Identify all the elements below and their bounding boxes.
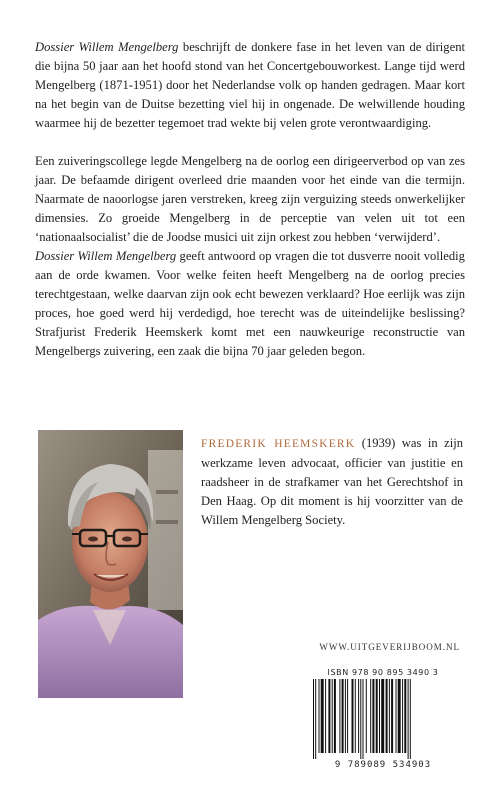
book-title-italic: Dossier Willem Mengelberg [35, 40, 179, 54]
author-portrait-illustration [38, 430, 183, 698]
barcode-bars [305, 679, 461, 759]
blurb-paragraph-2: Een zuiveringscollege legde Mengelberg na de oorlog een dirigeerverbod op van zes jaar. De befaamde dirigent overleed drie maanden voor het einde van die termijn. Naarmate de naoorlogse jaren verstreken, kreeg zijn verguizing steeds onwerkelijker dimensies. Zo groeide Mengelberg in de perceptie van velen uit tot een ‘nationaalsocialist’ die de Joodse musici uit zijn orkest zou hebben ‘verwijderd’. [35, 154, 465, 244]
author-name: FREDERIK HEEMSKERK [201, 438, 356, 450]
blurb-text [35, 38, 465, 361]
author-bio-text: (1939) was in zijn werkzame leven advocaat, officier van justitie en raadsheer in de strafkamer van het Gerechtshof in Den Haag. Op dit moment is hij voorzitter van de Willem Mengelberg Society. [201, 436, 463, 527]
blurb-paragraph-1: Dossier Willem Mengelberg beschrijft de donkere fase in het leven van de dirigent die bijna 50 jaar aan het hoofd stond van het Concertgebouworkest. Lange tijd werd Mengelberg (1871-1951) door het Nederlandse volk op handen gedragen. Maar kort na het begin van de Duitse bezetting viel hij in ongenade. De welwillende houding waarmee hij de bezetter tegemoet trad wekte bij velen grote verontwaardiging. [35, 40, 465, 130]
blurb-paragraph-3: Dossier Willem Mengelberg geeft antwoord op vragen die tot dusverre nooit volledig aan de orde kwamen. Voor welke feiten heeft Mengelberg na de oorlog precies terechtgestaan, welke daarvan zijn ook echt bewezen verklaard? Hoe eerlijk was zijn proces, hoe goed werd hij verdedigd, hoe terecht was de uiteindelijke beslissing? Strafjurist Frederik Heemskerk komt met een nauwkeurige reconstructie van Mengelbergs zuivering, een zaak die bijna 70 jaar geleden begon. [35, 249, 465, 358]
isbn-label: ISBN 978 90 895 3490 3 [327, 668, 439, 677]
isbn-digits: 9 789089 534903 [334, 760, 432, 770]
author-photo [38, 430, 183, 698]
isbn-barcode [305, 668, 461, 786]
publisher-url[interactable]: WWW.UITGEVERIJBOOM.NL [319, 642, 460, 652]
author-bio [201, 434, 463, 530]
book-title-italic: Dossier Willem Mengelberg [35, 249, 177, 263]
